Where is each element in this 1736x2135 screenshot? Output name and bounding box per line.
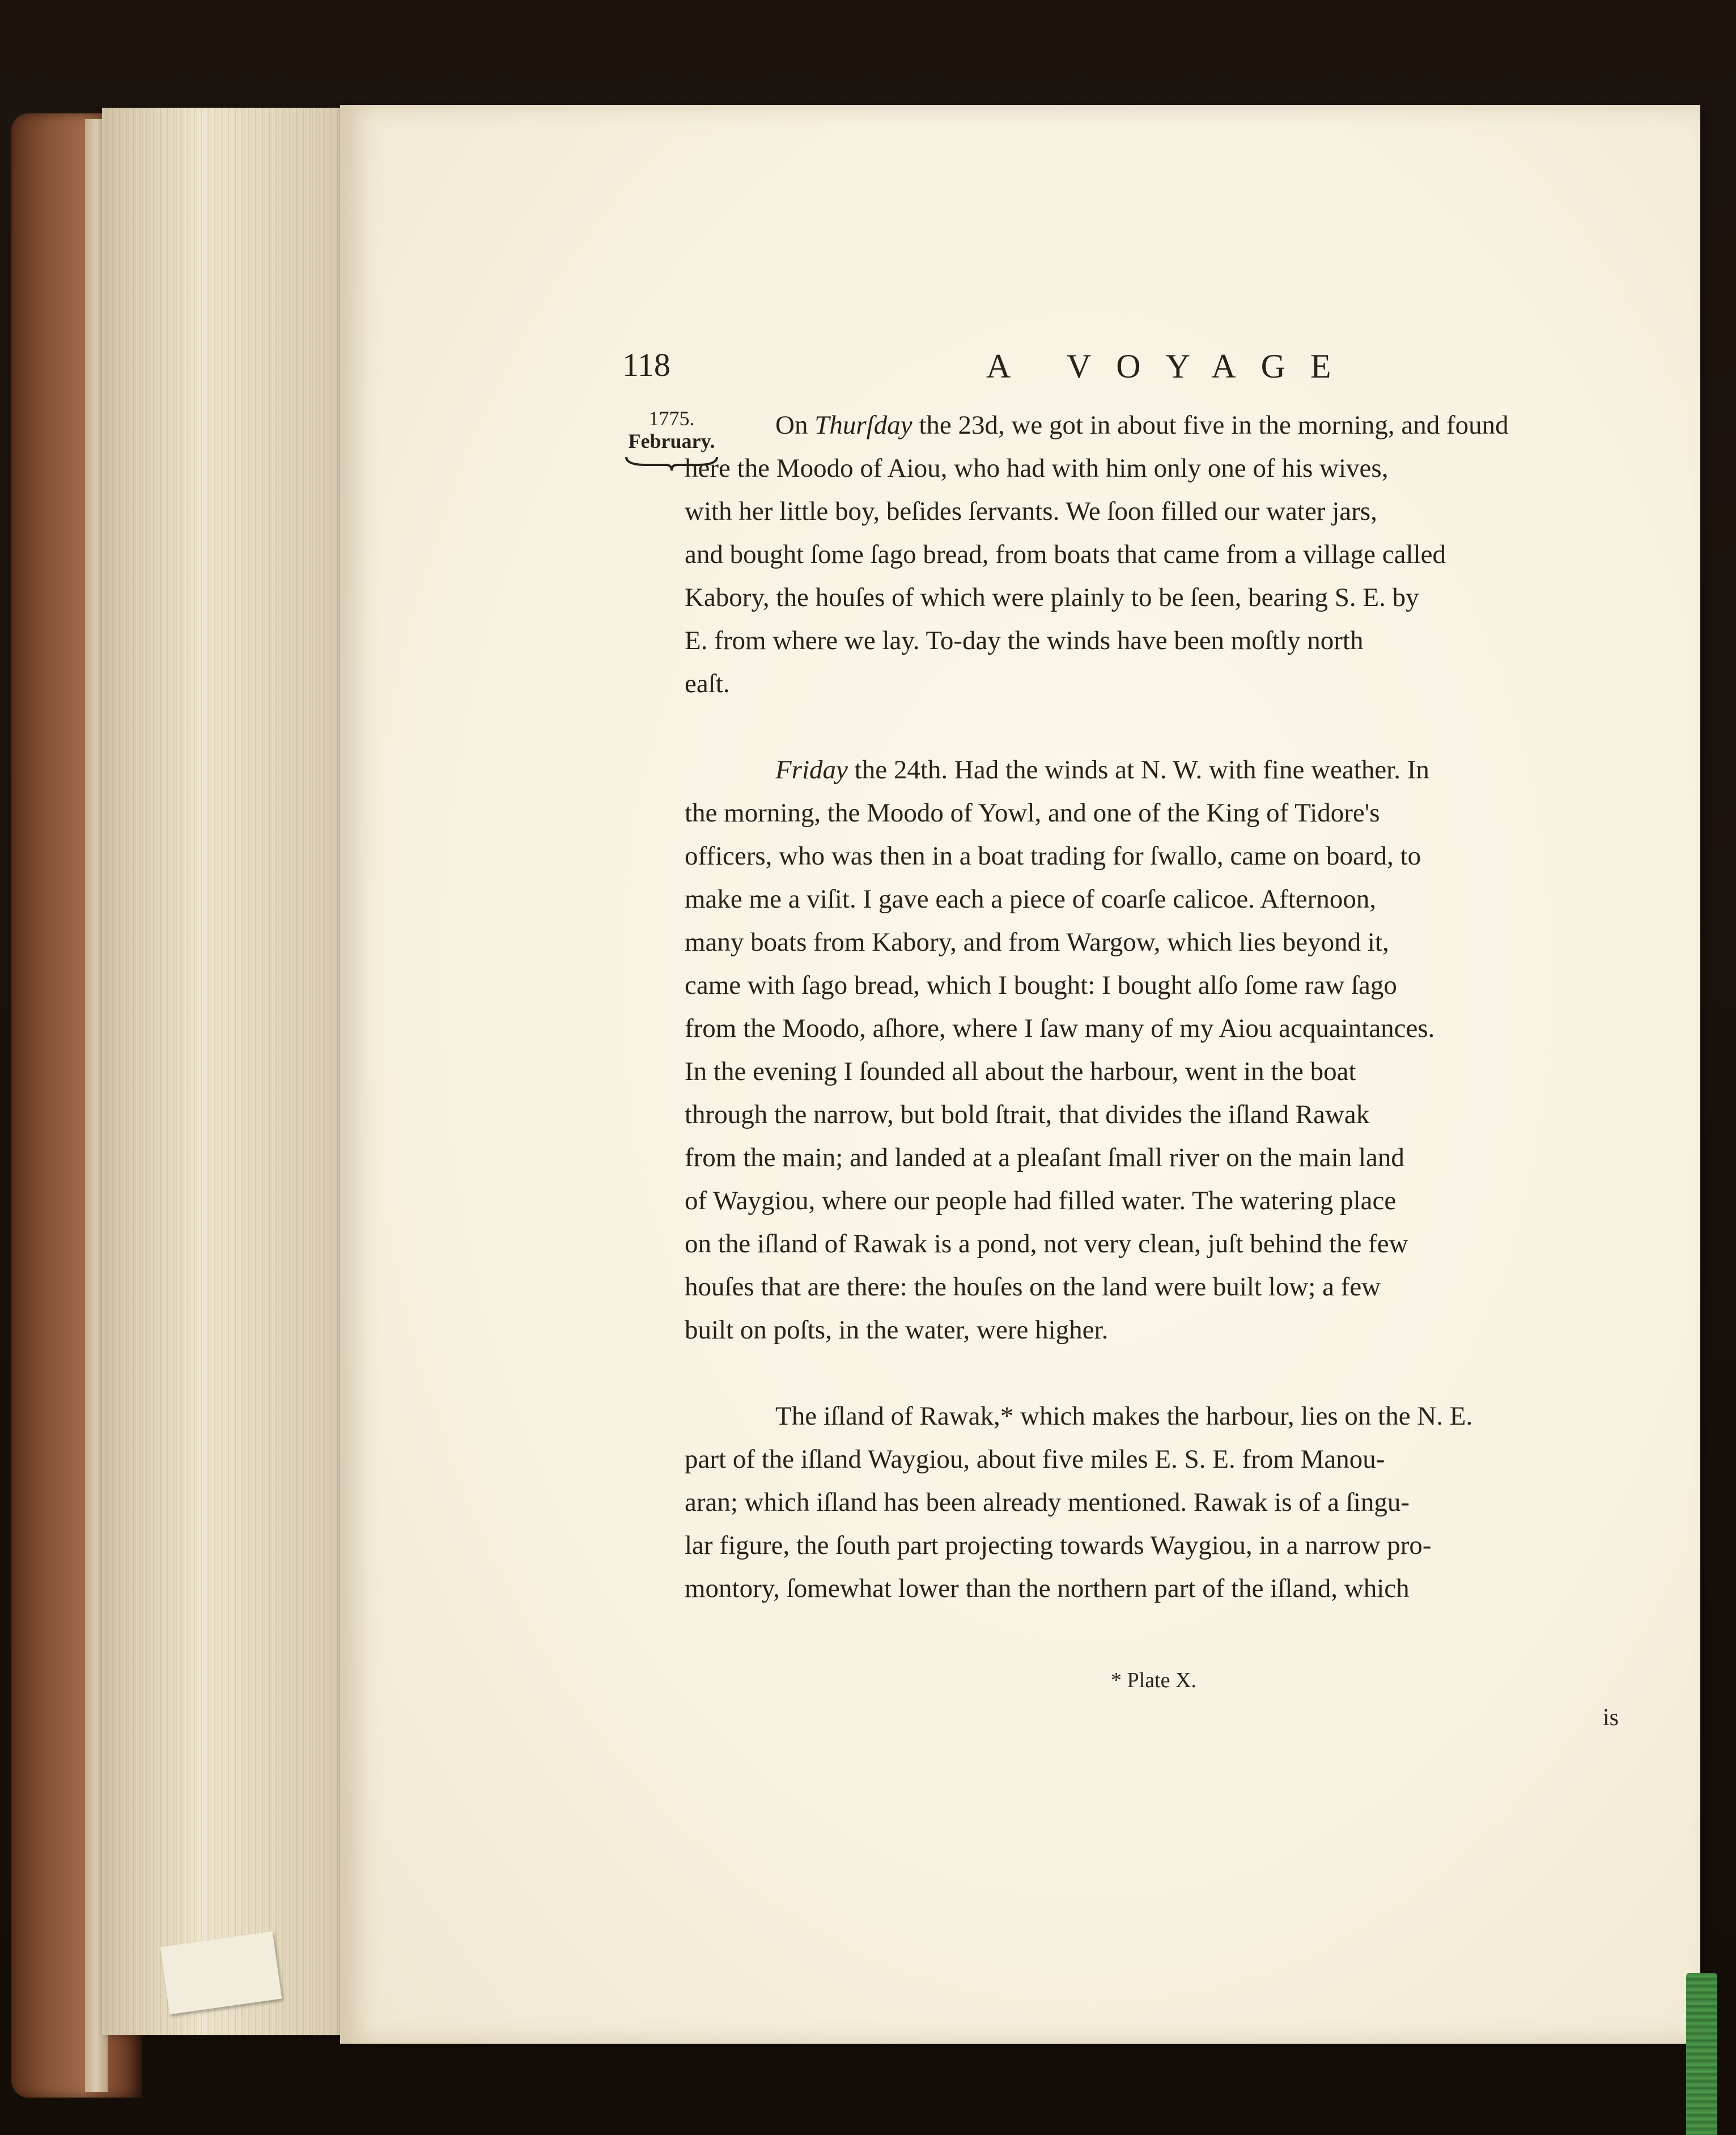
italic-text-run: Friday: [775, 755, 848, 785]
text-run: the 24th. Had the winds at N. W. with fine weather. In: [847, 755, 1429, 785]
catchword: is: [1603, 1705, 1619, 1731]
text-run: On: [775, 410, 815, 440]
text-line: [730, 748, 1659, 791]
text-run: here the Moodo of Aiou, who had with him only one of his wives,: [685, 454, 1389, 483]
text-line: [685, 1265, 1659, 1308]
text-run: with her little boy, beſides ſervants. We ſoon filled our water jars,: [685, 497, 1377, 526]
paragraph: [685, 1395, 1659, 1610]
text-line: [685, 921, 1659, 964]
text-line: [730, 1395, 1659, 1438]
page-edges-shade: [102, 108, 351, 2035]
text-run: the 23d, we got in about five in the morning, and found: [912, 410, 1509, 440]
text-line: [685, 834, 1659, 878]
text-line: [685, 1438, 1659, 1481]
text-line: [685, 576, 1659, 619]
text-line: [685, 791, 1659, 834]
text-run: eaſt.: [685, 669, 730, 698]
text-run: the morning, the Moodo of Yowl, and one of the King of Tidore's: [685, 798, 1380, 828]
text-run: houſes that are there: the houſes on the land were built low; a few: [685, 1272, 1381, 1302]
text-line: [685, 1524, 1659, 1567]
margin-month: February.: [628, 430, 715, 452]
text-run: In the evening I ſounded all about the harbour, went in the boat: [685, 1057, 1356, 1086]
text-run: from the Moodo, aſhore, where I ſaw many of my Aiou acquaintances.: [685, 1014, 1435, 1043]
text-run: through the narrow, but bold ſtrait, that divides the iſland Rawak: [685, 1100, 1370, 1129]
text-run: came with ſago bread, which I bought: I bought alſo ſome raw ſago: [685, 971, 1397, 1000]
text-line: [685, 1222, 1659, 1265]
text-line: [685, 1481, 1659, 1524]
text-line: [685, 1308, 1659, 1352]
margin-year: 1775.: [648, 407, 695, 430]
text-run: many boats from Kabory, and from Wargow, which lies beyond it,: [685, 927, 1389, 957]
text-run: on the iſland of Rawak is a pond, not very clean, juſt behind the few: [685, 1229, 1408, 1259]
italic-text-run: Thurſday: [814, 410, 912, 440]
text-run: of Waygiou, where our people had filled water. The watering place: [685, 1186, 1397, 1215]
text-run: Kabory, the houſes of which were plainly to be ſeen, bearing S. E. by: [685, 583, 1419, 612]
text-line: [685, 1007, 1659, 1050]
running-title: A VOYAGE: [986, 348, 1356, 385]
text-run: make me a viſit. I gave each a piece of coarſe calicoe. Afternoon,: [685, 884, 1377, 914]
body-text: [685, 404, 1659, 1653]
paragraph: [685, 748, 1659, 1352]
text-line: [685, 1567, 1659, 1610]
text-line: [685, 1179, 1659, 1222]
text-run: from the main; and landed at a pleaſant ſmall river on the main land: [685, 1143, 1404, 1172]
page-number: 118: [622, 346, 670, 383]
text-run: built on poſts, in the water, were higher.: [685, 1315, 1109, 1345]
footnote: * Plate X.: [1111, 1668, 1196, 1692]
text-line: [685, 964, 1659, 1007]
text-run: E. from where we lay. To-day the winds have been moſtly north: [685, 626, 1364, 655]
text-line: [685, 533, 1659, 576]
text-line: [730, 404, 1659, 447]
text-line: [685, 1050, 1659, 1093]
text-line: [685, 619, 1659, 662]
text-run: aran; which iſland has been already mentioned. Rawak is of a ſingu-: [685, 1488, 1410, 1517]
text-line: [685, 490, 1659, 533]
bookmark-ribbon: [1686, 1973, 1717, 2135]
text-line: [685, 878, 1659, 921]
text-line: [685, 447, 1659, 490]
text-run: lar figure, the ſouth part projecting towards Waygiou, in a narrow pro-: [685, 1531, 1432, 1560]
paragraph: [685, 404, 1659, 705]
text-line: [685, 1136, 1659, 1179]
text-line: [685, 662, 1659, 705]
text-run: officers, who was then in a boat trading for ſwallo, came on board, to: [685, 841, 1421, 871]
text-run: and bought ſome ſago bread, from boats that came from a village called: [685, 540, 1446, 569]
text-run: montory, ſomewhat lower than the northern part of the iſland, which: [685, 1574, 1410, 1603]
text-run: The iſland of Rawak,* which makes the harbour, lies on the N. E.: [775, 1401, 1473, 1431]
text-run: part of the iſland Waygiou, about five miles E. S. E. from Manou-: [685, 1444, 1385, 1474]
text-line: [685, 1093, 1659, 1136]
